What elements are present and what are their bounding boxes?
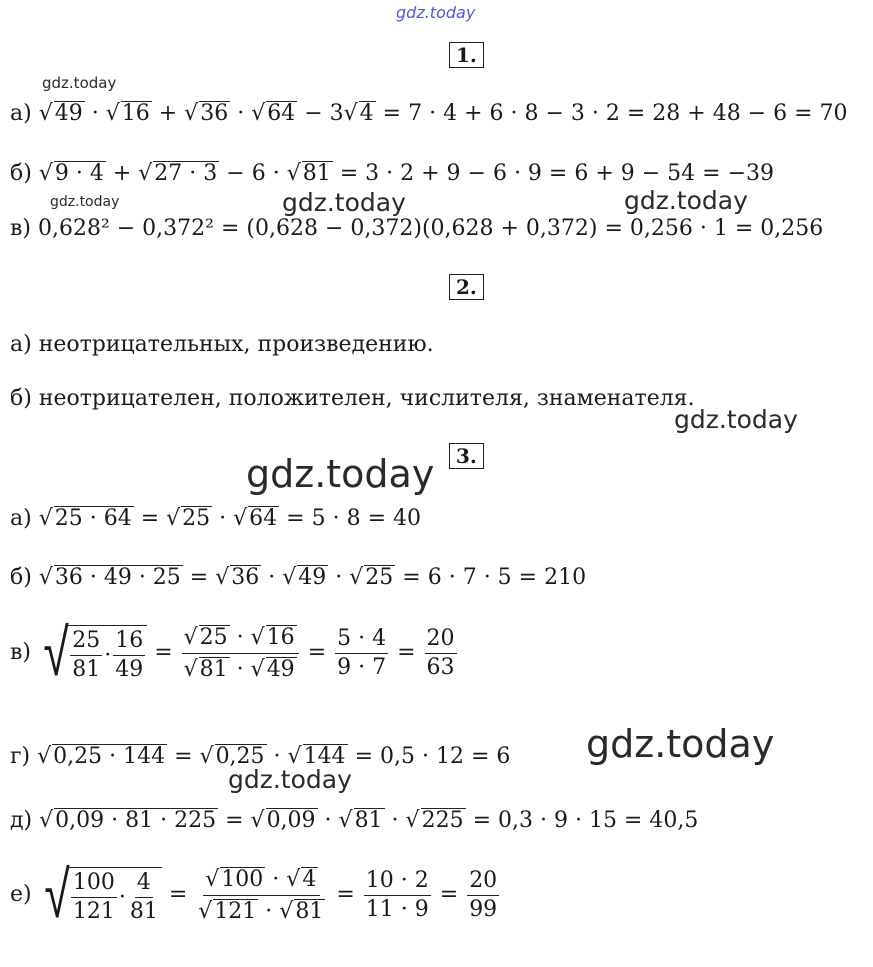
p3-line-d: д) √0,09 · 81 · 225 = √0,09 · √81 · √225 = 0,3 · 9 · 15 = 40,5 [10,808,699,833]
section-1-number: 1. [449,42,484,68]
p3-line-v: в) √ $\frac{25}{81}$ · $\frac{16}{49}$ = $\frac{√25 \cdot √16}{√81 \cdot √49}$ = $\frac{5 \cdot 4}{9 \cdot 7}$ = $\frac{20}{63}$ [10,614,455,691]
watermark: gdz.today [228,765,352,794]
p1-line-v: в) 0,628² − 0,372² = (0,628 − 0,372)(0,628 + 0,372) = 0,256 · 1 = 0,256 [10,216,824,241]
watermark: gdz.today [586,722,775,766]
p1-line-b: б) √9 · 4 + √27 · 3 − 6 · √81 = 3 · 2 + 9 − 6 · 9 = 6 + 9 − 54 = −39 [10,161,775,186]
p3-line-a: а) √25 · 64 = √25 · √64 = 5 · 8 = 40 [10,506,421,531]
watermark: gdz.today [50,194,120,210]
p2-line-b: б) неотрицателен, положителен, числителя, знаменателя. [10,386,695,411]
watermark: gdz.today [674,405,798,434]
section-3-number: 3. [449,443,484,469]
p1-line-a: а) √49 · √16 + √36 · √64 − 3√4 = 7 · 4 + 6 · 8 − 3 · 2 = 28 + 48 − 6 = 70 [10,101,848,126]
p3-line-e: е) √ $\frac{100}{121}$ · $\frac{4}{81}$ = $\frac{√100 \cdot √4}{√121 \cdot √81}$ = $\frac{10 \cdot 2}{11 \cdot 9}$ = $\frac{20}{99}$ [10,856,498,933]
p3-line-g: г) √0,25 · 144 = √0,25 · √144 = 0,5 · 12 = 6 [10,744,511,769]
section-2-number: 2. [449,274,484,300]
watermark: gdz.today [624,186,748,215]
watermark-top: gdz.today [396,3,476,22]
watermark: gdz.today [42,74,117,92]
p3-line-b: б) √36 · 49 · 25 = √36 · √49 · √25 = 6 · 7 · 5 = 210 [10,565,587,590]
watermark: gdz.today [282,188,406,217]
watermark: gdz.today [246,452,435,496]
p2-line-a: а) неотрицательных, произведению. [10,332,434,357]
